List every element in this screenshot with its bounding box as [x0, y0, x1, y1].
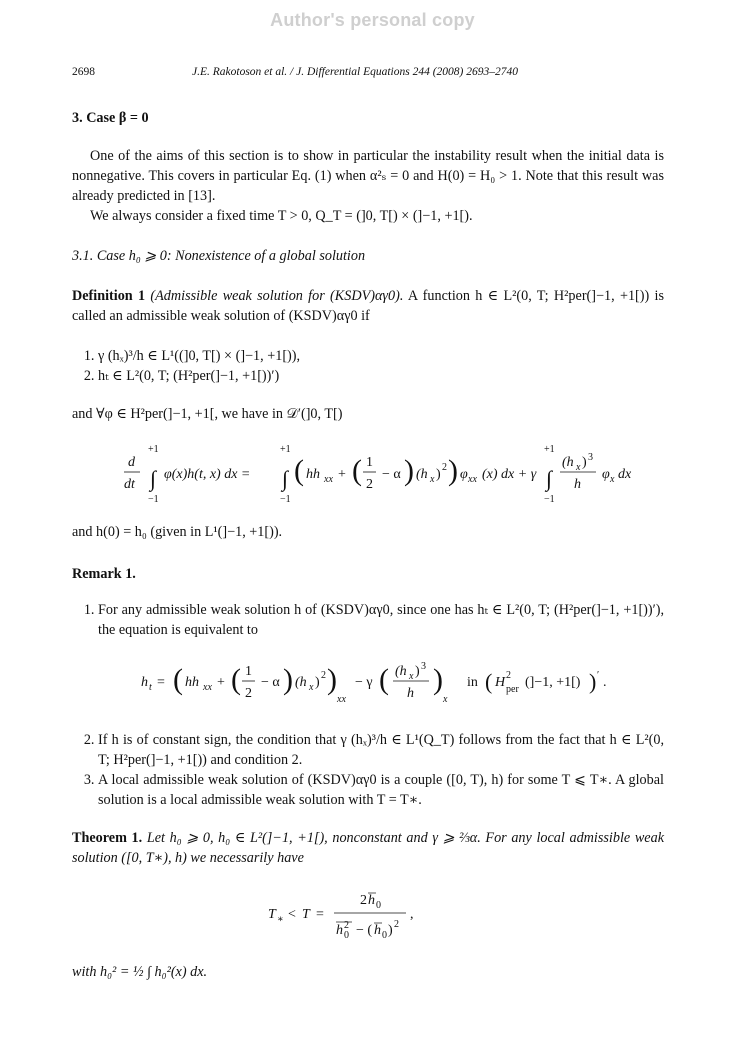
- svg-text:+: +: [217, 675, 225, 690]
- svg-text:(h: (h: [416, 467, 428, 482]
- svg-text:0: 0: [376, 900, 381, 911]
- svg-text:xx: xx: [324, 474, 333, 485]
- svg-text:−1: −1: [544, 494, 555, 504]
- svg-text:x: x: [576, 462, 581, 473]
- svg-text:x: x: [443, 694, 448, 705]
- definition-conditions: [72, 346, 664, 386]
- svg-text:xx: xx: [468, 474, 477, 485]
- svg-text:0: 0: [382, 930, 387, 941]
- equivalent-equation-svg: [141, 656, 621, 712]
- svg-text:′: ′: [597, 670, 600, 681]
- svg-text:2: 2: [344, 920, 349, 931]
- svg-text:− (: − (: [356, 923, 373, 938]
- svg-text:2: 2: [245, 686, 252, 701]
- svg-text:(: (: [231, 663, 241, 696]
- svg-text:(]−1, +1[): (]−1, +1[): [525, 675, 581, 690]
- svg-text:+1: +1: [148, 444, 159, 455]
- remark-item-1: [98, 600, 664, 712]
- svg-text:): ): [404, 454, 414, 487]
- svg-text:): ): [589, 669, 597, 694]
- svg-text:∫: ∫: [282, 466, 289, 491]
- remark-item-1-text: For any admissible weak solution h of (KSDV)αγ0, since one has hₜ ∈ L²(0, T; (H²per(]−1, +1[))′), the equation is equivalent to: [98, 602, 664, 638]
- svg-text:dt: dt: [124, 477, 135, 492]
- definition-condition-1: 1. γ (hₓ)³/h ∈ L¹((]0, T[) × (]−1, +1[)),: [98, 346, 664, 366]
- svg-text:1: 1: [245, 664, 252, 679]
- subsection-title: 3.1. Case h₀ ⩾ 0: Nonexistence of a global solution: [72, 248, 366, 264]
- theorem-1: [72, 828, 664, 868]
- svg-text:−1: −1: [280, 494, 291, 504]
- svg-text:t: t: [149, 682, 152, 693]
- definition-name: (Admissible weak solution for (KSDV)αγ0).: [150, 288, 404, 304]
- svg-text:.: .: [603, 675, 607, 690]
- svg-text:): ): [582, 455, 587, 470]
- svg-text:h: h: [336, 923, 343, 938]
- svg-text:hh: hh: [306, 467, 320, 482]
- svg-text:(: (: [294, 454, 304, 487]
- svg-text:(h: (h: [395, 664, 407, 679]
- svg-text:T: T: [268, 907, 276, 922]
- svg-text:(: (: [485, 669, 493, 694]
- svg-text:φ(x)h(t, x) dx =: φ(x)h(t, x) dx =: [164, 467, 251, 482]
- definition-label: Definition 1: [72, 288, 146, 304]
- svg-text:h: h: [141, 675, 148, 690]
- svg-text:−1: −1: [148, 494, 159, 504]
- svg-text:per: per: [506, 684, 519, 695]
- svg-text:− α: − α: [261, 675, 280, 690]
- svg-text:dx: dx: [618, 467, 632, 482]
- svg-text:(: (: [173, 663, 183, 696]
- svg-text:2: 2: [321, 670, 326, 681]
- svg-text:(x) dx + γ: (x) dx + γ: [482, 467, 537, 482]
- svg-text:): ): [436, 467, 441, 482]
- svg-text:φ: φ: [460, 467, 468, 482]
- svg-text:− α: − α: [382, 467, 401, 482]
- theorem-label: Theorem 1.: [72, 830, 143, 846]
- blowup-time-equation: [72, 884, 664, 944]
- remark-title: Remark 1.: [72, 566, 136, 582]
- svg-text:=: =: [316, 907, 324, 922]
- svg-text:2: 2: [506, 670, 511, 681]
- svg-text:1: 1: [366, 455, 373, 470]
- section-paragraph-2: We always consider a fixed time T > 0, Q_T = (]0, T[) × (]−1, +1[).: [90, 208, 473, 224]
- page-number: 2698: [72, 66, 95, 78]
- weak-formulation-equation: [72, 440, 664, 504]
- svg-text:): ): [415, 664, 420, 679]
- svg-text:xx: xx: [203, 682, 212, 693]
- svg-text:(: (: [379, 663, 389, 696]
- svg-text:2: 2: [360, 893, 367, 908]
- svg-text:d: d: [128, 455, 135, 470]
- svg-text:in: in: [467, 675, 478, 690]
- svg-text:∗: ∗: [277, 914, 284, 925]
- svg-text:2: 2: [366, 477, 373, 492]
- svg-text:H: H: [495, 675, 506, 690]
- running-head: J.E. Rakotoson et al. / J. Differential Equations 244 (2008) 2693–2740: [192, 66, 519, 78]
- definition-after-items: and ∀φ ∈ H²per(]−1, +1[, we have in 𝒟′(]0, T[): [72, 406, 343, 422]
- svg-text:h: h: [574, 477, 581, 492]
- svg-text:0: 0: [344, 930, 349, 941]
- svg-text:x: x: [430, 474, 435, 485]
- svg-text:3: 3: [421, 661, 426, 672]
- blowup-time-svg: [268, 884, 468, 944]
- svg-text:x: x: [409, 671, 414, 682]
- svg-text:φ: φ: [602, 467, 610, 482]
- svg-text:(h: (h: [562, 455, 574, 470]
- svg-text:2: 2: [394, 919, 399, 930]
- definition-after-equation: and h(0) = h₀ (given in L¹(]−1, +1[)).: [72, 524, 283, 540]
- weak-formulation-svg: [88, 440, 648, 504]
- svg-text:h: h: [407, 686, 414, 701]
- definition-condition-2: 2. hₜ ∈ L²(0, T; (H²per(]−1, +1[))′): [98, 366, 664, 386]
- svg-text:): ): [448, 454, 458, 487]
- section-paragraph-1: One of the aims of this section is to show in particular the instability result when the initial data is nonnegative. This covers in particular Eq. (1) when α²ₛ = 0 and H(0) = H₀ > 1. Note that this result was already predicted in [13].: [72, 148, 664, 204]
- definition-1: [72, 286, 664, 326]
- definition-text: A function h ∈ L²(0, T; H²per(]−1, +1[)) is called an admissible weak solution of (KSDV)αγ0 if: [72, 288, 664, 324]
- svg-text:<: <: [288, 907, 296, 922]
- svg-text:2: 2: [442, 462, 447, 473]
- svg-text:h: h: [368, 893, 375, 908]
- svg-text:): ): [433, 663, 443, 696]
- equivalent-equation: [98, 656, 664, 712]
- svg-text:xx: xx: [337, 694, 346, 705]
- svg-text:(h: (h: [295, 675, 307, 690]
- svg-text:): ): [283, 663, 293, 696]
- svg-text:∫: ∫: [150, 466, 157, 491]
- svg-text:=: =: [157, 675, 165, 690]
- svg-text:− γ: − γ: [355, 675, 373, 690]
- svg-text:,: ,: [410, 907, 414, 922]
- svg-text:+: +: [338, 467, 346, 482]
- watermark: Author's personal copy: [270, 10, 475, 30]
- svg-text:x: x: [309, 682, 314, 693]
- svg-text:h: h: [374, 923, 381, 938]
- svg-text:hh: hh: [185, 675, 199, 690]
- theorem-text: Let h₀ ⩾ 0, h₀ ∈ L²(]−1, +1[), nonconstant and γ ⩾ ⅔α. For any local admissible weak solution ([0, T∗), h) we necessarily have: [72, 830, 664, 866]
- svg-text:+1: +1: [280, 444, 291, 455]
- remark-items: [72, 600, 664, 810]
- remark-item-3: 3. A local admissible weak solution of (KSDV)αγ0 is a couple ([0, T), h) for some T ⩽ T∗. A global solution is a local admissible weak solution with T = T∗.: [98, 770, 664, 810]
- svg-text:∫: ∫: [546, 466, 553, 491]
- section-title: 3. Case β = 0: [72, 110, 149, 126]
- svg-text:): ): [388, 923, 393, 938]
- svg-text:x: x: [610, 474, 615, 485]
- svg-text:(: (: [352, 454, 362, 487]
- remark-item-2: 2. If h is of constant sign, the condition that γ (hₓ)³/h ∈ L¹(Q_T) follows from the fact that h ∈ L²(0, T; H²per(]−1, +1[)) and condition 2.: [98, 730, 664, 770]
- article-body: [72, 108, 664, 982]
- svg-text:): ): [315, 675, 320, 690]
- svg-text:+1: +1: [544, 444, 555, 455]
- theorem-closing: with h₀² = ½ ∫ h₀²(x) dx.: [72, 964, 208, 980]
- svg-text:3: 3: [588, 452, 593, 463]
- svg-text:): ): [327, 663, 337, 696]
- svg-text:T: T: [302, 907, 310, 922]
